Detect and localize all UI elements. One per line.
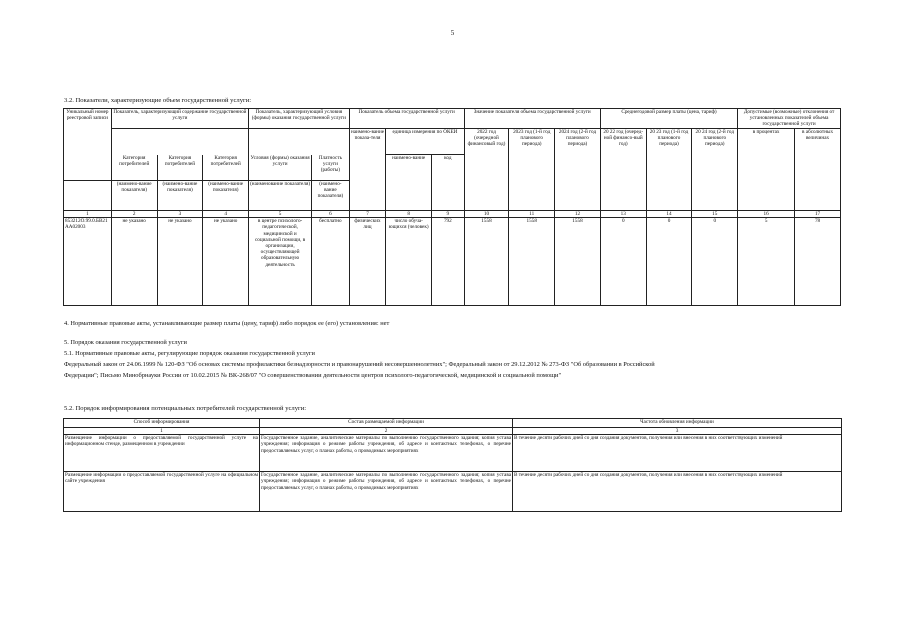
table-row [64,472,842,512]
header-conditions-indicator: Показатель, характеризующий условия (формы) оказания государственной услуги [249,109,350,129]
header-method: Способ информирования [64,419,260,428]
header-absolute: в абсолютных величинах [795,129,841,211]
col-number: 1 [64,211,112,218]
cell-content: Государственное задание, аналитические материалы по выполнению государственного задания; копия устава учреждения; информация о режиме работы учреждения, об адресе и контактных телефонах, о перечне предоставляемых услуг, о планах работы, о проводимых мероприятиях [260,435,513,472]
header-category-2: Категория потребителей [157,155,203,181]
header-deviation: Допустимые (возможные) отклонения от установленных показателей объема государственной услуги [738,109,841,129]
cell-method: Размещение информации о предоставляемой государственной услуге на официальном сайте учреждения [64,472,260,512]
cell-indicator-name: физических лиц [349,218,386,306]
sub-indicator-1: (наимено-вание показателя) [111,181,157,211]
col-number: 3 [157,211,203,218]
cell-category-2: не указано [157,218,203,306]
cell-unique-number: 853212O.99.0.БВ21АА02003 [64,218,112,306]
cell-method: Размещение информации о предоставляемой государственной услуге на информационном стенде, размещенном в учреждении [64,435,260,472]
page-number: 5 [450,29,455,37]
conditions-blank [249,129,350,155]
table-row [64,435,842,472]
cell-category-3: не указано [203,218,249,306]
header-fee-2022: 20 22 год (очеред-ной финансо-вый год) [600,129,646,211]
sub-indicator-4: (наименование показателя) [249,181,312,211]
header-unit-code: код [432,155,465,211]
cell-value-2023: 1558 [509,218,555,306]
header-fee-2024: 20 24 год (2-й год планового периода) [692,129,738,211]
header-frequency: Частота обновления информации [513,419,842,428]
header-indicator-name: наимено-вание показа-теля [349,129,386,211]
col-number: 17 [795,211,841,218]
header-category-1: Категория потребителей [111,155,157,181]
col-number: 6 [312,211,350,218]
sub-indicator-5: (наимено-вание показателя) [312,181,350,211]
col-number: 2 [260,428,513,435]
cell-fee-2024: 0 [692,218,738,306]
header-unit: единица измерения по ОКЕИ [386,129,464,155]
cell-value-2022: 1558 [464,218,509,306]
cell-deviation-absolute: 78 [795,218,841,306]
section-5-1-title: 5.1. Нормативные правовые акты, регулирующие порядок оказания государственной услуги [64,350,315,357]
cell-frequency: В течение десяти рабочих дней со дня создания документов, получения или внесения в них соответствующих изменений [513,472,842,512]
header-payment: Платность услуги (работы) [312,155,350,181]
sub-indicator-3: (наимено-вание показателя) [203,181,249,211]
col-number: 5 [249,211,312,218]
col-number: 12 [555,211,601,218]
laws-line-2: Федерации"; Письмо Минобрнауки России от 10.02.2015 № ВК-268/07 "О совершенствовании деятельности центров психолого-педагогической, медицинской и социальной помощи" [64,372,562,379]
col-number: 7 [349,211,386,218]
section-5-title: 5. Порядок оказания государственной услуги [64,339,187,346]
header-content-indicator: Показатель, характеризующий содержание государственной услуги [111,109,248,129]
cell-unit-code: 792 [432,218,465,306]
cell-deviation-percent: 5 [738,218,795,306]
cell-content: Государственное задание, аналитические материалы по выполнению государственного задания; копия устава учреждения; информация о режиме работы учреждения, об адресе и контактных телефонах, о перечне предоставляемых услуг, о планах работы, о проводимых мероприятиях [260,472,513,512]
cell-unit-name: число обуча-ющихся (человек) [386,218,432,306]
col-number: 2 [111,211,157,218]
col-number: 8 [386,211,432,218]
cell-condition-form: в центре психолого-педагогической, медицинской и социальной помощи, в организации, осуществляющей образовательную деятельность [249,218,312,306]
content-blank [111,129,248,155]
header-volume-indicator: Показатель объема государственной услуги [349,109,464,129]
header-year-2023: 2023 год (1-й год планового периода) [509,129,555,211]
section-4: 4. Нормативные правовые акты, устанавливающие размер платы (цену, тариф) либо порядок ее (его) установления: нет [64,320,390,327]
cell-value-2024: 1558 [555,218,601,306]
cell-fee-2022: 0 [600,218,646,306]
col-number: 1 [64,428,260,435]
header-percent: в процентах [738,129,795,211]
col-number: 9 [432,211,465,218]
unique-blank [64,181,112,211]
cell-fee-2023: 0 [646,218,692,306]
section-5-2-title: 5.2. Порядок информирования потенциальных потребителей государственной услуги: [64,405,307,412]
header-volume-values: Значение показателя объема государственной услуги [464,109,600,129]
col-number: 4 [203,211,249,218]
informing-table [63,418,842,512]
col-number: 15 [692,211,738,218]
cell-category-1: не указано [111,218,157,306]
col-number: 14 [646,211,692,218]
col-number: 11 [509,211,555,218]
laws-line-1: Федеральный закон от 24.06.1999 № 120-ФЗ "Об основах системы профилактики безнадзорности и правонарушений несовершеннолетних"; Федеральный закон от 29.12.2012 № 273-ФЗ "Об образовании в Российской [64,361,655,368]
col-number: 16 [738,211,795,218]
header-condition-form: Условия (формы) оказания услуги [249,155,312,181]
header-category-3: Категория потребителей [203,155,249,181]
header-unique-number: Уникальный номер реестровой записи [64,109,112,181]
col-number: 3 [513,428,842,435]
header-fee-2023: 20 23 год (1-й год планового периода) [646,129,692,211]
section-3-2-title: 3.2. Показатели, характеризующие объем государственной услуги: [64,97,252,104]
cell-frequency: В течение десяти рабочих дней со дня создания документов, получения или внесения в них соответствующих изменений [513,435,842,472]
table-row [64,218,841,306]
header-unit-name: наимено-вание [386,155,432,211]
header-content: Состав размещаемой информации [260,419,513,428]
header-year-2024: 2024 год (2-й год планового периода) [555,129,601,211]
col-number: 13 [600,211,646,218]
cell-payment: бесплатно [312,218,350,306]
col-number: 10 [464,211,509,218]
sub-indicator-2: (наимено-вание показателя) [157,181,203,211]
header-year-2022: 2022 год (очередной финансовый год) [464,129,509,211]
header-fee: Среднегодовой размер платы (цена, тариф) [600,109,737,129]
volume-indicators-table [63,108,841,306]
